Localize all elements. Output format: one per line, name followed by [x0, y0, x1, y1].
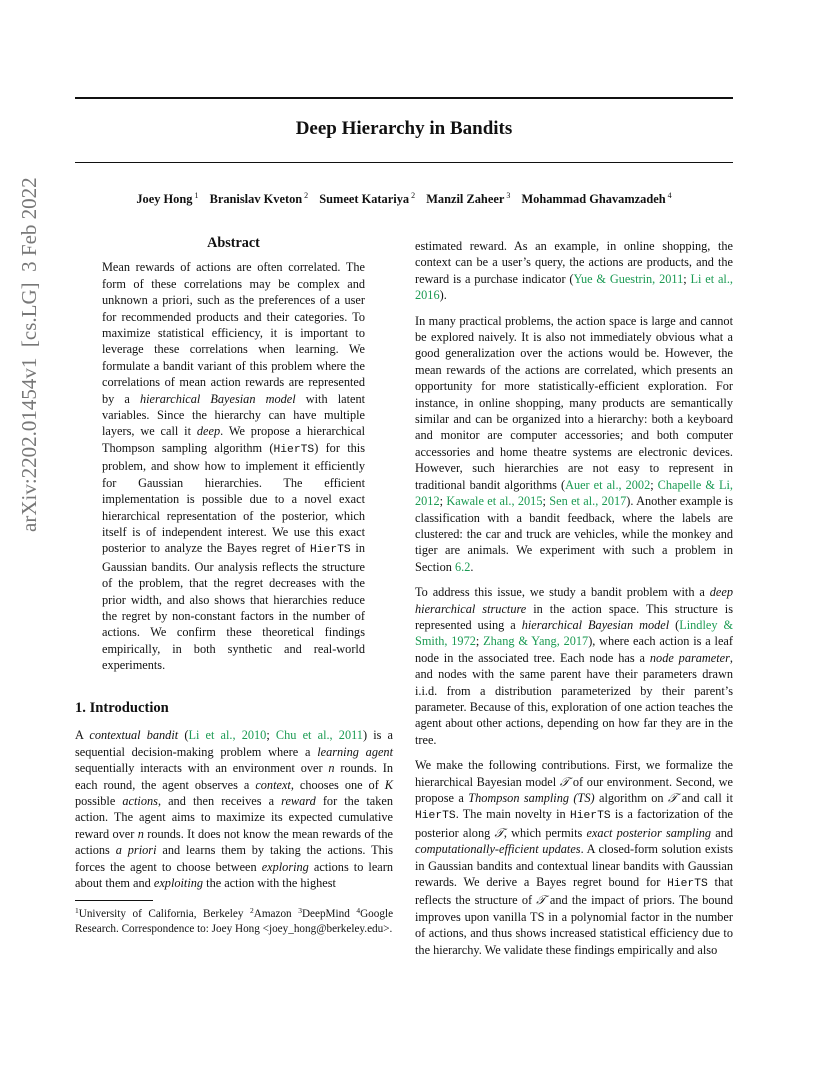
citation-link[interactable]: Auer et al., 2002 [565, 477, 651, 492]
right-column [415, 238, 733, 967]
author: Branislav Kveton $^2$ [209, 191, 309, 206]
abstract-body: Mean rewards of actions are often correlated. The form of these correlations may be complex and unknown a priori, such as the preferences of a user for recommended products and their categories. To maximize statistical efficiency, it is important to leverage these correlations when learning. We formulate a bandit variant of this problem where the correlations of mean action rewards are represented by a hierarchical Bayesian model with latent variables. Since the hierarchy can have multiple layers, we call it deep. We propose a hierarchical Thompson sampling algorithm (HierTS) for this problem, and show how to implement it efficiently for Gaussian hierarchies. The efficient implementation is possible due to a novel exact hierarchical representation of the posterior, which itself is of independent interest. We use this exact posterior to analyze the Bayes regret of HierTS in Gaussian bandits. Our analysis reflects the structure of the problem, that the regret decreases with the prior width, and also shows that hierarchies reduce the regret by non-constant factors in the number of actions. We confirm these theoretical findings empirically, in both synthetic and real-world experiments. [102, 260, 366, 673]
citation-link[interactable]: Yue & Guestrin, 2011 [573, 271, 684, 286]
citation-link[interactable]: Lindley & Smith, 1972 [415, 617, 734, 649]
citation-link[interactable]: Zhang & Yang, 2017 [483, 634, 589, 649]
author-list [75, 191, 733, 207]
algorithm-name: HierTS [415, 810, 456, 823]
footnote-rule [75, 900, 153, 901]
introduction-section [75, 700, 393, 900]
paper-title: Deep Hierarchy in Bandits [295, 118, 513, 139]
body-paragraph: estimated reward. As an example, in online shopping, the context can be a user’s query, the actions are products, and the reward is a purchase indicator (Yue & Guestrin, 2011; Li et al., 2016). [415, 239, 733, 303]
intro-paragraph: A contextual bandit (Li et al., 2010; Chu et al., 2011) is a sequential decision-making problem where a learning agent sequentially interacts with an environment over n rounds. In each round, the agent observes a context, chooses one of K possible actions, and then receives a reward for the taken action. The agent aims to maximize its expected cumulative reward over n rounds. It does not know the mean rewards of the actions a priori and learns them by taking the actions. This forces the agent to choose between exploring actions to learn about them and exploiting the action with the highest [75, 728, 394, 891]
algorithm-name: HierTS [310, 544, 351, 557]
body-paragraph: To address this issue, we study a bandit problem with a deep hierarchical structure in the action space. This structure is represented using a hierarchical Bayesian model (Lindley & Smith, 1972; Zhang & Yang, 2017), where each action is a leaf node in the associated tree. Each node has a node parameter, and nodes with the same parent have their parameters drawn i.i.d. from a distribution parameterized by their parent’s parameter. Because of this, exploration of one action teaches the agent about other actions, depending on how far they are in the tree. [415, 585, 734, 747]
algorithm-name: HierTS [273, 443, 315, 456]
abstract-heading: Abstract [207, 235, 260, 251]
citation-link[interactable]: Li et al., 2010 [188, 728, 267, 743]
algorithm-name: HierTS [569, 810, 611, 823]
body-paragraph: We make the following contributions. First, we formalize the hierarchical Bayesian model 𝒯 of our environment. Second, we propose a Thompson sampling (TS) algorithm on 𝒯 and call it HierTS. The main novelty in HierTS is a factorization of the posterior along 𝒯, which permits exact posterior sampling and computationally-efficient updates. A closed-form solution exists in Gaussian bandits and contextual linear bandits with Gaussian rewards. We derive a Bayes regret bound for HierTS that reflects the structure of 𝒯 and the impact of priors. The bound improves upon vanilla TS in a polynomial factor in the number of actions, and thus shows increased statistical efficiency due to the hierarchy. We validate these findings empirically and also [415, 758, 734, 957]
citation-link[interactable]: Chapelle & Li, 2012 [415, 477, 733, 509]
citation-link[interactable]: Chu et al., 2011 [275, 728, 363, 743]
title-bottom-rule [75, 162, 733, 163]
citation-link[interactable]: Kawale et al., 2015 [446, 494, 543, 509]
corresponding-email: <joey_hong@berkeley.edu>. [262, 922, 393, 935]
abstract-section [102, 235, 365, 674]
affiliation-footnote: $^1$University of California, Berkeley $^2$Amazon $^3$DeepMind $^4$Google Research. Correspondence to: Joey Hong <joey_hong@berkeley.edu>. [75, 906, 394, 935]
arxiv-identifier-stamp [9, 52, 49, 532]
citation-link[interactable]: Sen et al., 2017 [549, 494, 627, 509]
citation-link[interactable]: Li et al., 2016 [415, 271, 733, 303]
section-heading: 1. Introduction [75, 700, 169, 716]
title-top-rule [75, 97, 733, 99]
author: Manzil Zaheer $^3$ [426, 191, 511, 206]
section-reference-link[interactable]: 6.2 [454, 559, 471, 574]
author: Mohammad Ghavamzadeh $^4$ [521, 191, 672, 206]
body-paragraph: In many practical problems, the action space is large and cannot be explored naively. It is also not immediately obvious what a good generalization over the actions would be. However, the mean rewards of the actions are correlated, which presents an opportunity for more statistically-efficient exploration. For instance, in online shopping, many products are semantically similar and can be organized into a hierarchy: both a keyboard and monitor are computer accessories; and both computer accessories and home theatre systems are electronic devices. However, such hierarchies are not easy to represent in traditional bandit algorithms (Auer et al., 2002; Chapelle & Li, 2012; Kawale et al., 2015; Sen et al., 2017). Another example is classification with a bandit feedback, where the labels are clustered: the car and truck are vehicles, while the monkey and tiger are animals. We experiment with such a problem in Section 6.2. [415, 313, 733, 574]
author: Joey Hong $^1$ [136, 191, 199, 206]
algorithm-name: HierTS [667, 878, 708, 891]
author: Sumeet Katariya $^2$ [319, 191, 416, 206]
arxiv-stamp-text: arXiv:2202.01454v1 [cs.LG] 3 Feb 2022 [17, 177, 41, 532]
